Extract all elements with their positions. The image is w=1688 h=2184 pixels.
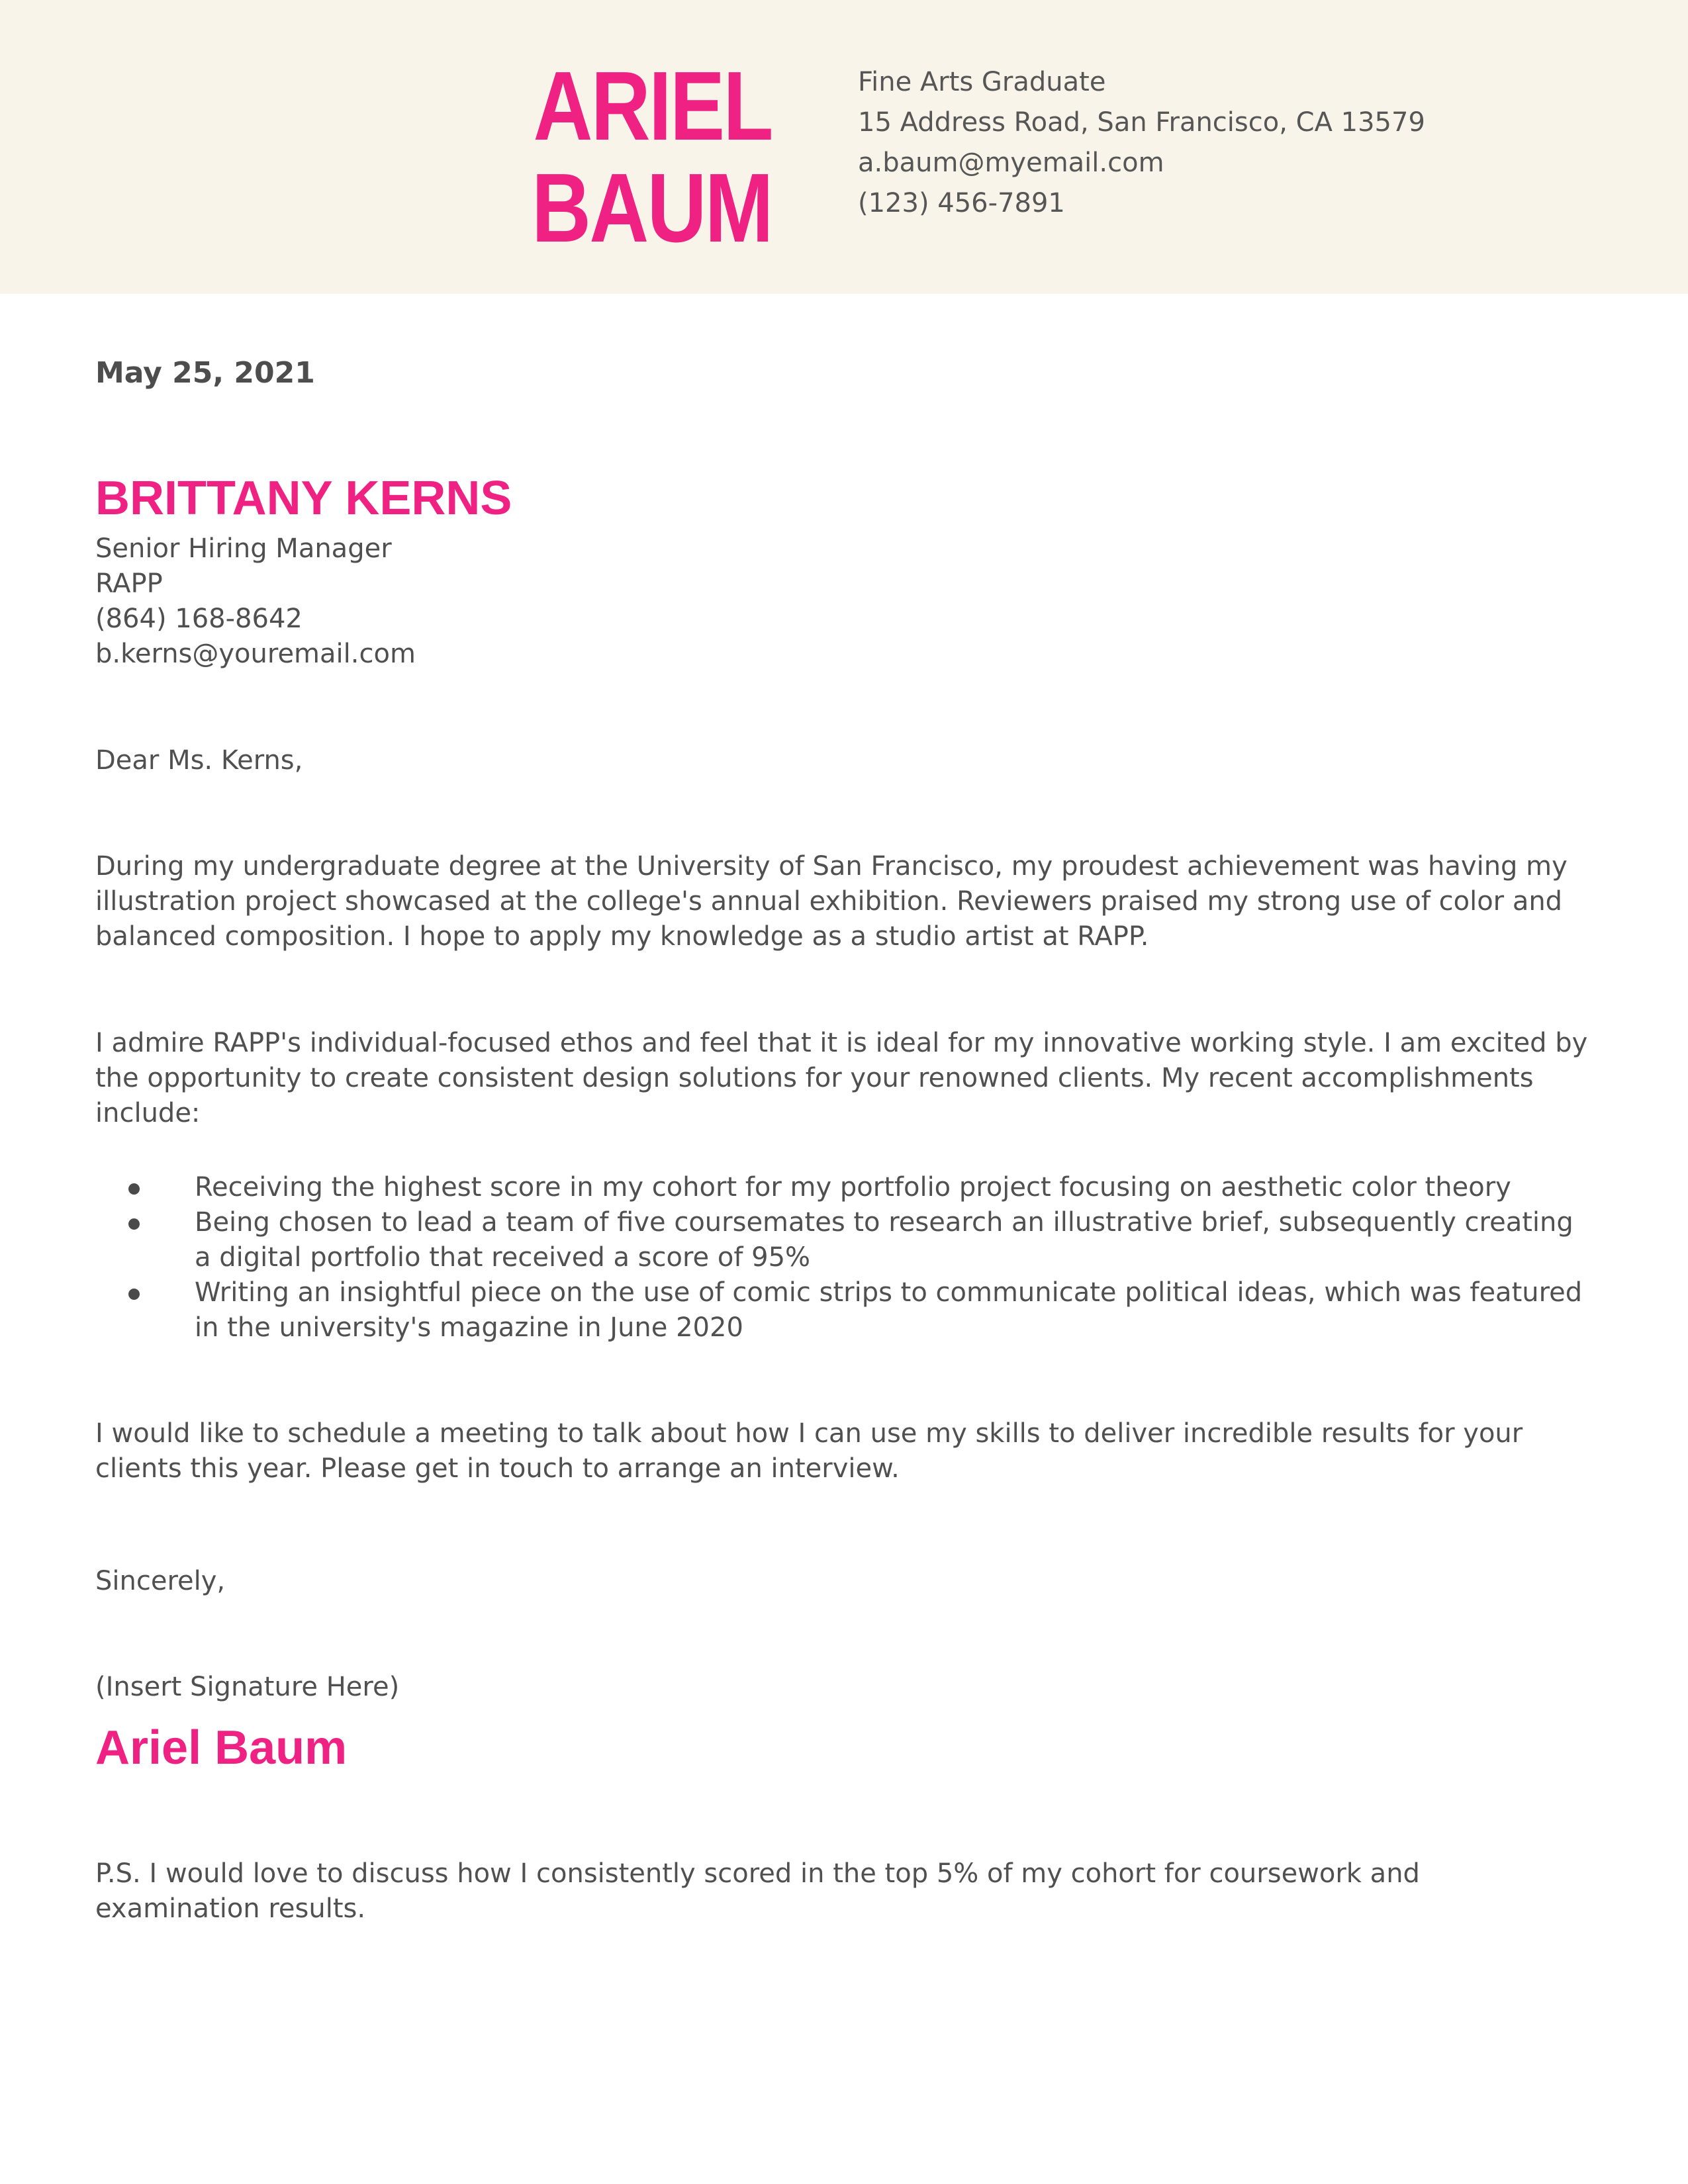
recipient-title: Senior Hiring Manager (95, 533, 392, 564)
recipient-phone: (864) 168-8642 (95, 604, 303, 634)
list-item (95, 1170, 1591, 1205)
applicant-address: 15 Address Road, San Francisco, CA 13579 (858, 107, 1425, 138)
list-item-text: Receiving the highest score in my cohort for my portfolio project focusing on aesthetic color theory (195, 1172, 1511, 1203)
list-item-text: Writing an insightful piece on the use of comic strips to communicate political ideas, which was featured in the university's magazine in June 2020 (195, 1277, 1583, 1343)
applicant-first-name: ARIEL (533, 52, 772, 161)
list-item (95, 1275, 1591, 1345)
paragraph-motivation: I admire RAPP's individual-focused ethos and feel that it is ideal for my innovative working style. I am excited by the opportunity to create consistent design solutions for your renowned clients. My recent accomplishments include: (95, 1028, 1588, 1128)
accomplishments-list (95, 1170, 1591, 1345)
list-item (95, 1205, 1591, 1275)
paragraph-call-to-action: I would like to schedule a meeting to talk about how I can use my skills to deliver incredible results for your clients this year. Please get in touch to arrange an interview. (95, 1418, 1523, 1484)
list-item-text: Being chosen to lead a team of five coursemates to research an illustrative brief, subsequently creating a digital portfolio that received a score of 95% (195, 1207, 1573, 1273)
sender-name: Ariel Baum (95, 1721, 348, 1774)
recipient-email: b.kerns@youremail.com (95, 639, 416, 669)
bullet-icon (128, 1183, 140, 1195)
salutation: Dear Ms. Kerns, (95, 745, 303, 776)
applicant-email: a.baum@myemail.com (858, 148, 1164, 178)
applicant-last-name: BAUM (532, 154, 772, 263)
paragraph-intro: During my undergraduate degree at the University of San Francisco, my proudest achievement was having my illustration project showcased at the college's annual exhibition. Reviewers praised my strong use of color and balanced composition. I hope to apply my knowledge as a studio artist at RAPP. (95, 851, 1568, 952)
closing: Sincerely, (95, 1566, 226, 1596)
applicant-contact (858, 62, 1425, 224)
header-band (0, 0, 1688, 294)
applicant-title: Fine Arts Graduate (858, 67, 1106, 97)
applicant-name (532, 52, 772, 263)
bullet-icon (128, 1289, 140, 1300)
letter-date: May 25, 2021 (95, 356, 315, 390)
recipient-details (95, 531, 416, 672)
recipient-name: BRITTANY KERNS (95, 472, 512, 525)
recipient-company: RAPP (95, 569, 163, 599)
applicant-phone: (123) 456-7891 (858, 188, 1065, 218)
signature-placeholder: (Insert Signature Here) (95, 1672, 400, 1702)
postscript: P.S. I would love to discuss how I consistently scored in the top 5% of my cohort for coursework and examination results. (95, 1858, 1420, 1924)
bullet-icon (128, 1218, 140, 1230)
